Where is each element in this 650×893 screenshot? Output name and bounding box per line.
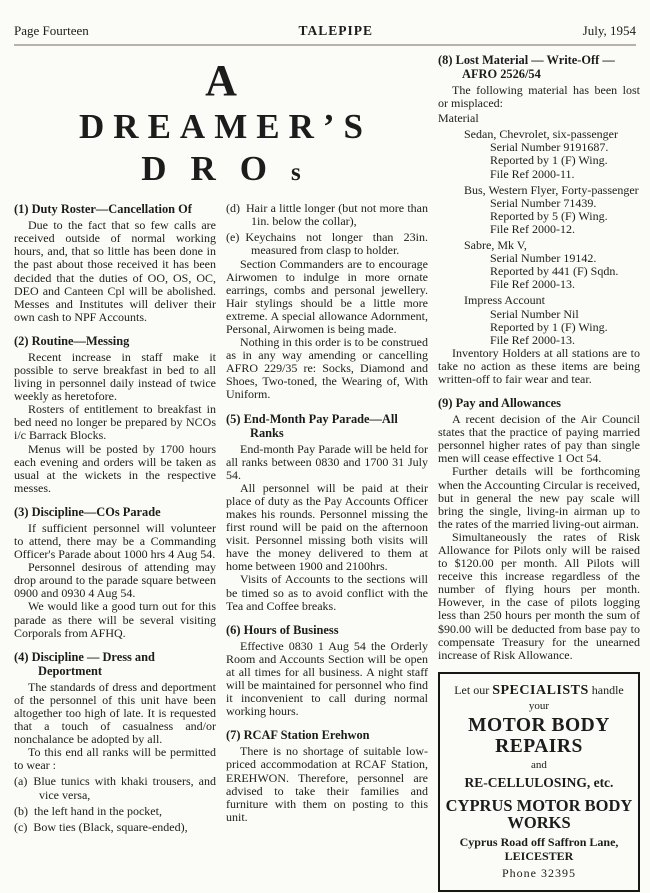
material-line: Serial Number Nil <box>490 306 579 321</box>
paragraph: Effective 0830 1 Aug 54 the Orderly Room and Accounts Section will be open at all times for all business. A night staff will be maintained for personnel who find it inconvenient to call during normal working hours. <box>226 638 428 719</box>
section-number: (4) <box>14 649 29 664</box>
paragraph: All personnel will be paid at their place of duty as the Pay Accounts Officer makes his rounds. Personnel missing the first round will be paid on the afternoon visit. Personnel missing both visits will have the money delivered to them at home between 1900 and 2100hrs. <box>226 480 428 574</box>
section-heading <box>438 53 640 81</box>
section-heading <box>226 728 428 742</box>
list-item <box>14 775 216 801</box>
masthead-line-3 <box>14 151 428 188</box>
section-heading <box>14 334 216 348</box>
column-1 <box>14 202 216 834</box>
ad-tagline-post: handle <box>591 682 624 697</box>
paragraph: The following material has been lost or misplaced: <box>438 83 640 111</box>
ad-service-main: MOTOR BODY REPAIRS <box>468 715 610 757</box>
paragraph: Menus will be posted by 1700 hours each evening and orders will be taken as usual at the wickets in the respective messes. <box>14 441 216 495</box>
material-line: Impress Account <box>464 293 545 308</box>
list-item <box>14 805 216 818</box>
list-text: the left hand in the pocket, <box>34 803 162 818</box>
list-text: Blue tunics with khaki trousers, and vice versa, <box>33 774 216 802</box>
material-line: Reported by 1 (F) Wing. <box>490 153 608 168</box>
masthead-small-s: s <box>291 159 325 187</box>
column-2 <box>226 202 428 834</box>
paragraph: To this end all ranks will be permitted to wear : <box>14 745 216 773</box>
section-title: Discipline — Dress and Deportment <box>31 649 155 678</box>
page-content <box>14 50 640 892</box>
list-marker: (d) <box>226 201 240 216</box>
section-number: (3) <box>14 504 29 519</box>
list-marker: (a) <box>14 774 28 789</box>
page-number: Page Fourteen <box>14 23 89 38</box>
section-title: RCAF Station Erehwon <box>243 728 370 743</box>
material-line: Reported by 1 (F) Wing. <box>490 319 608 334</box>
paragraph: End-month Pay Parade will be held for all ranks between 0830 and 1700 31 July 54. <box>226 441 428 482</box>
paragraph: Inventory Holders at all stations are to take no action as these items are being written-off to fair wear and tear. <box>438 345 640 386</box>
ad-address: Cyprus Road off Saffron Lane, LEICESTER <box>459 834 619 863</box>
material-line: Serial Number 71439. <box>490 195 597 210</box>
paragraph: Further details will be forthcoming when the Accounting Circular is received, but in general the new pay scale will bring the single, living-in airman up to the rates of the married living-out airman. <box>438 464 640 531</box>
section-title: Pay and Allowances <box>455 396 561 411</box>
paragraph: There is no shortage of suitable low-priced accommodation at RCAF Station, EREHWON. Therefore, personnel are advised to take their families and furniture with them on posting to this unit. <box>226 744 428 824</box>
list-marker: (c) <box>14 819 28 834</box>
section-heading <box>438 396 640 410</box>
header-rule <box>14 44 636 46</box>
column-3 <box>438 50 640 892</box>
paragraph: The standards of dress and deportment of the personnel of this unit have been altogether too high of late. It is requested that a touch of casualness and/or nonchalance be adopted by all. <box>14 679 216 747</box>
material-line: File Ref 2000-12. <box>490 221 575 236</box>
section-number: (7) <box>226 728 241 743</box>
material-line: File Ref 2000-13. <box>490 277 575 292</box>
section-title: Lost Material — Write-Off — AFRO 2526/54 <box>455 53 615 81</box>
section-number: (1) <box>14 202 29 217</box>
section-number: (9) <box>438 396 453 411</box>
section-title: Discipline—COs Parade <box>31 504 161 519</box>
material-line: Serial Number 19142. <box>490 251 597 266</box>
masthead-line-2: DREAMER’S <box>79 107 372 147</box>
paragraph: Section Commanders are to encourage Airwomen to indulge in more ornate earrings, combs and personal jewellery. Hair stylings should be a little more extreme. A special allowance Adornment, Personal, Airwomen is being made. <box>226 256 428 336</box>
ad-your: your <box>528 700 550 713</box>
paragraph: If sufficient personnel will volunteer to attend, there may be a Commanding Officer's Parade about 1000 hrs 4 Aug 54. <box>14 520 216 562</box>
advertisement-box <box>438 672 640 892</box>
article-masthead <box>14 50 428 202</box>
page-header <box>14 0 636 39</box>
list-text: Hair a little longer (but not more than 1in. below the collar), <box>246 201 428 229</box>
two-column-area <box>14 202 428 834</box>
section-title: Routine—Messing <box>31 333 130 348</box>
material-line: Sedan, Chevrolet, six-passenger <box>464 127 618 142</box>
list-item <box>226 231 428 257</box>
section-number: (5) <box>226 411 241 426</box>
material-line: Serial Number 9191687. <box>490 140 609 155</box>
paragraph: Nothing in this order is to be construed as in any way amending or cancelling AFRO 229/35 re: Socks, Diamond and Shoes, Two-toned, the Wearing of, With Uniform. <box>226 335 428 402</box>
issue-date: July, 1954 <box>582 23 636 38</box>
list-marker: (e) <box>226 230 240 245</box>
section-number: (2) <box>14 333 29 348</box>
ad-service-secondary: RE-CELLULOSING, etc. <box>464 775 614 791</box>
section-number: (8) <box>438 53 453 67</box>
material-line: Reported by 441 (F) Sqdn. <box>490 264 619 279</box>
ad-and: and <box>531 759 547 772</box>
section-title: End-Month Pay Parade—All Ranks <box>243 411 398 440</box>
paragraph: A recent decision of the Air Council states that the practice of paying married personnel higher rates of pay than single men will cease effective 1 Oct 54. <box>438 412 640 466</box>
section-heading <box>226 412 428 440</box>
material-line: File Ref 2000-11. <box>490 166 575 181</box>
list-text: Bow ties (Black, square-ended), <box>33 819 188 834</box>
paragraph: We would like a good turn out for this parade as there will be several visiting Corporals from AFHQ. <box>14 599 216 640</box>
ad-phone: Phone 32395 <box>502 866 576 881</box>
section-title: Hours of Business <box>243 622 339 637</box>
ad-tagline <box>444 683 634 700</box>
paragraph: Recent increase in staff make it possible to serve breakfast in bed to all living in personnel daily instead of twice weekly as heretofore. <box>14 349 216 404</box>
paragraph: Rosters of entitlement to breakfast in bed need no longer be prepared by NCOs i/c Barrack Blocks. <box>14 402 216 443</box>
list-text: Keychains not longer than 23in. measured from clasp to holder. <box>245 230 428 258</box>
list-item <box>226 202 428 228</box>
masthead-dro: DRO <box>141 149 292 189</box>
material-line: Material <box>438 111 479 126</box>
section-heading <box>14 650 216 678</box>
section-heading <box>14 202 216 216</box>
material-line: Reported by 5 (F) Wing. <box>490 208 608 223</box>
ad-company-name: CYPRUS MOTOR BODY WORKS <box>445 796 633 833</box>
section-number: (6) <box>226 622 241 637</box>
section-title: Duty Roster—Cancellation Of <box>31 202 192 217</box>
paragraph: Due to the fact that so few calls are received outside of normal working hours, and, that so little has been done in the past about those received it has been decided that the duties of OO, OS, OC, DEO and Canteen Cpl will be abolished. Messes and Institutes will deliver their own cash to NPF Accounts. <box>14 218 216 324</box>
left-section <box>14 50 428 892</box>
material-line: File Ref 2000-13. <box>490 332 575 347</box>
ad-tagline-pre: Let our <box>454 682 490 697</box>
masthead-line-1: A <box>205 56 237 105</box>
section-heading <box>14 505 216 519</box>
paragraph: Simultaneously the rates of Risk Allowance for Pilots only will be raised to $120.00 per month. All Pilots will receive this increase regardless of the number of flying hours per month. However, in the case of pilots logging less than 250 hours per month the sum of $90.00 will be deducted from base pay to compensate Treasury for the unearned increase of Risk Allowance. <box>438 529 640 662</box>
section-heading <box>226 623 428 637</box>
paragraph: Personnel desirous of attending may drop around to the parade square between 0900 and 0930 4 Aug 54. <box>14 560 216 601</box>
list-item <box>14 821 216 834</box>
paragraph: Visits of Accounts to the sections will be timed so as to avoid conflict with the Tea and Coffee breaks. <box>226 572 428 613</box>
list-marker: (b) <box>14 803 28 818</box>
material-line: Bus, Western Flyer, Forty-passenger <box>464 182 639 197</box>
material-line: Sabre, Mk V, <box>464 238 527 253</box>
ad-specialists: SPECIALISTS <box>492 682 589 698</box>
publication-title: TALEPIPE <box>298 23 373 38</box>
